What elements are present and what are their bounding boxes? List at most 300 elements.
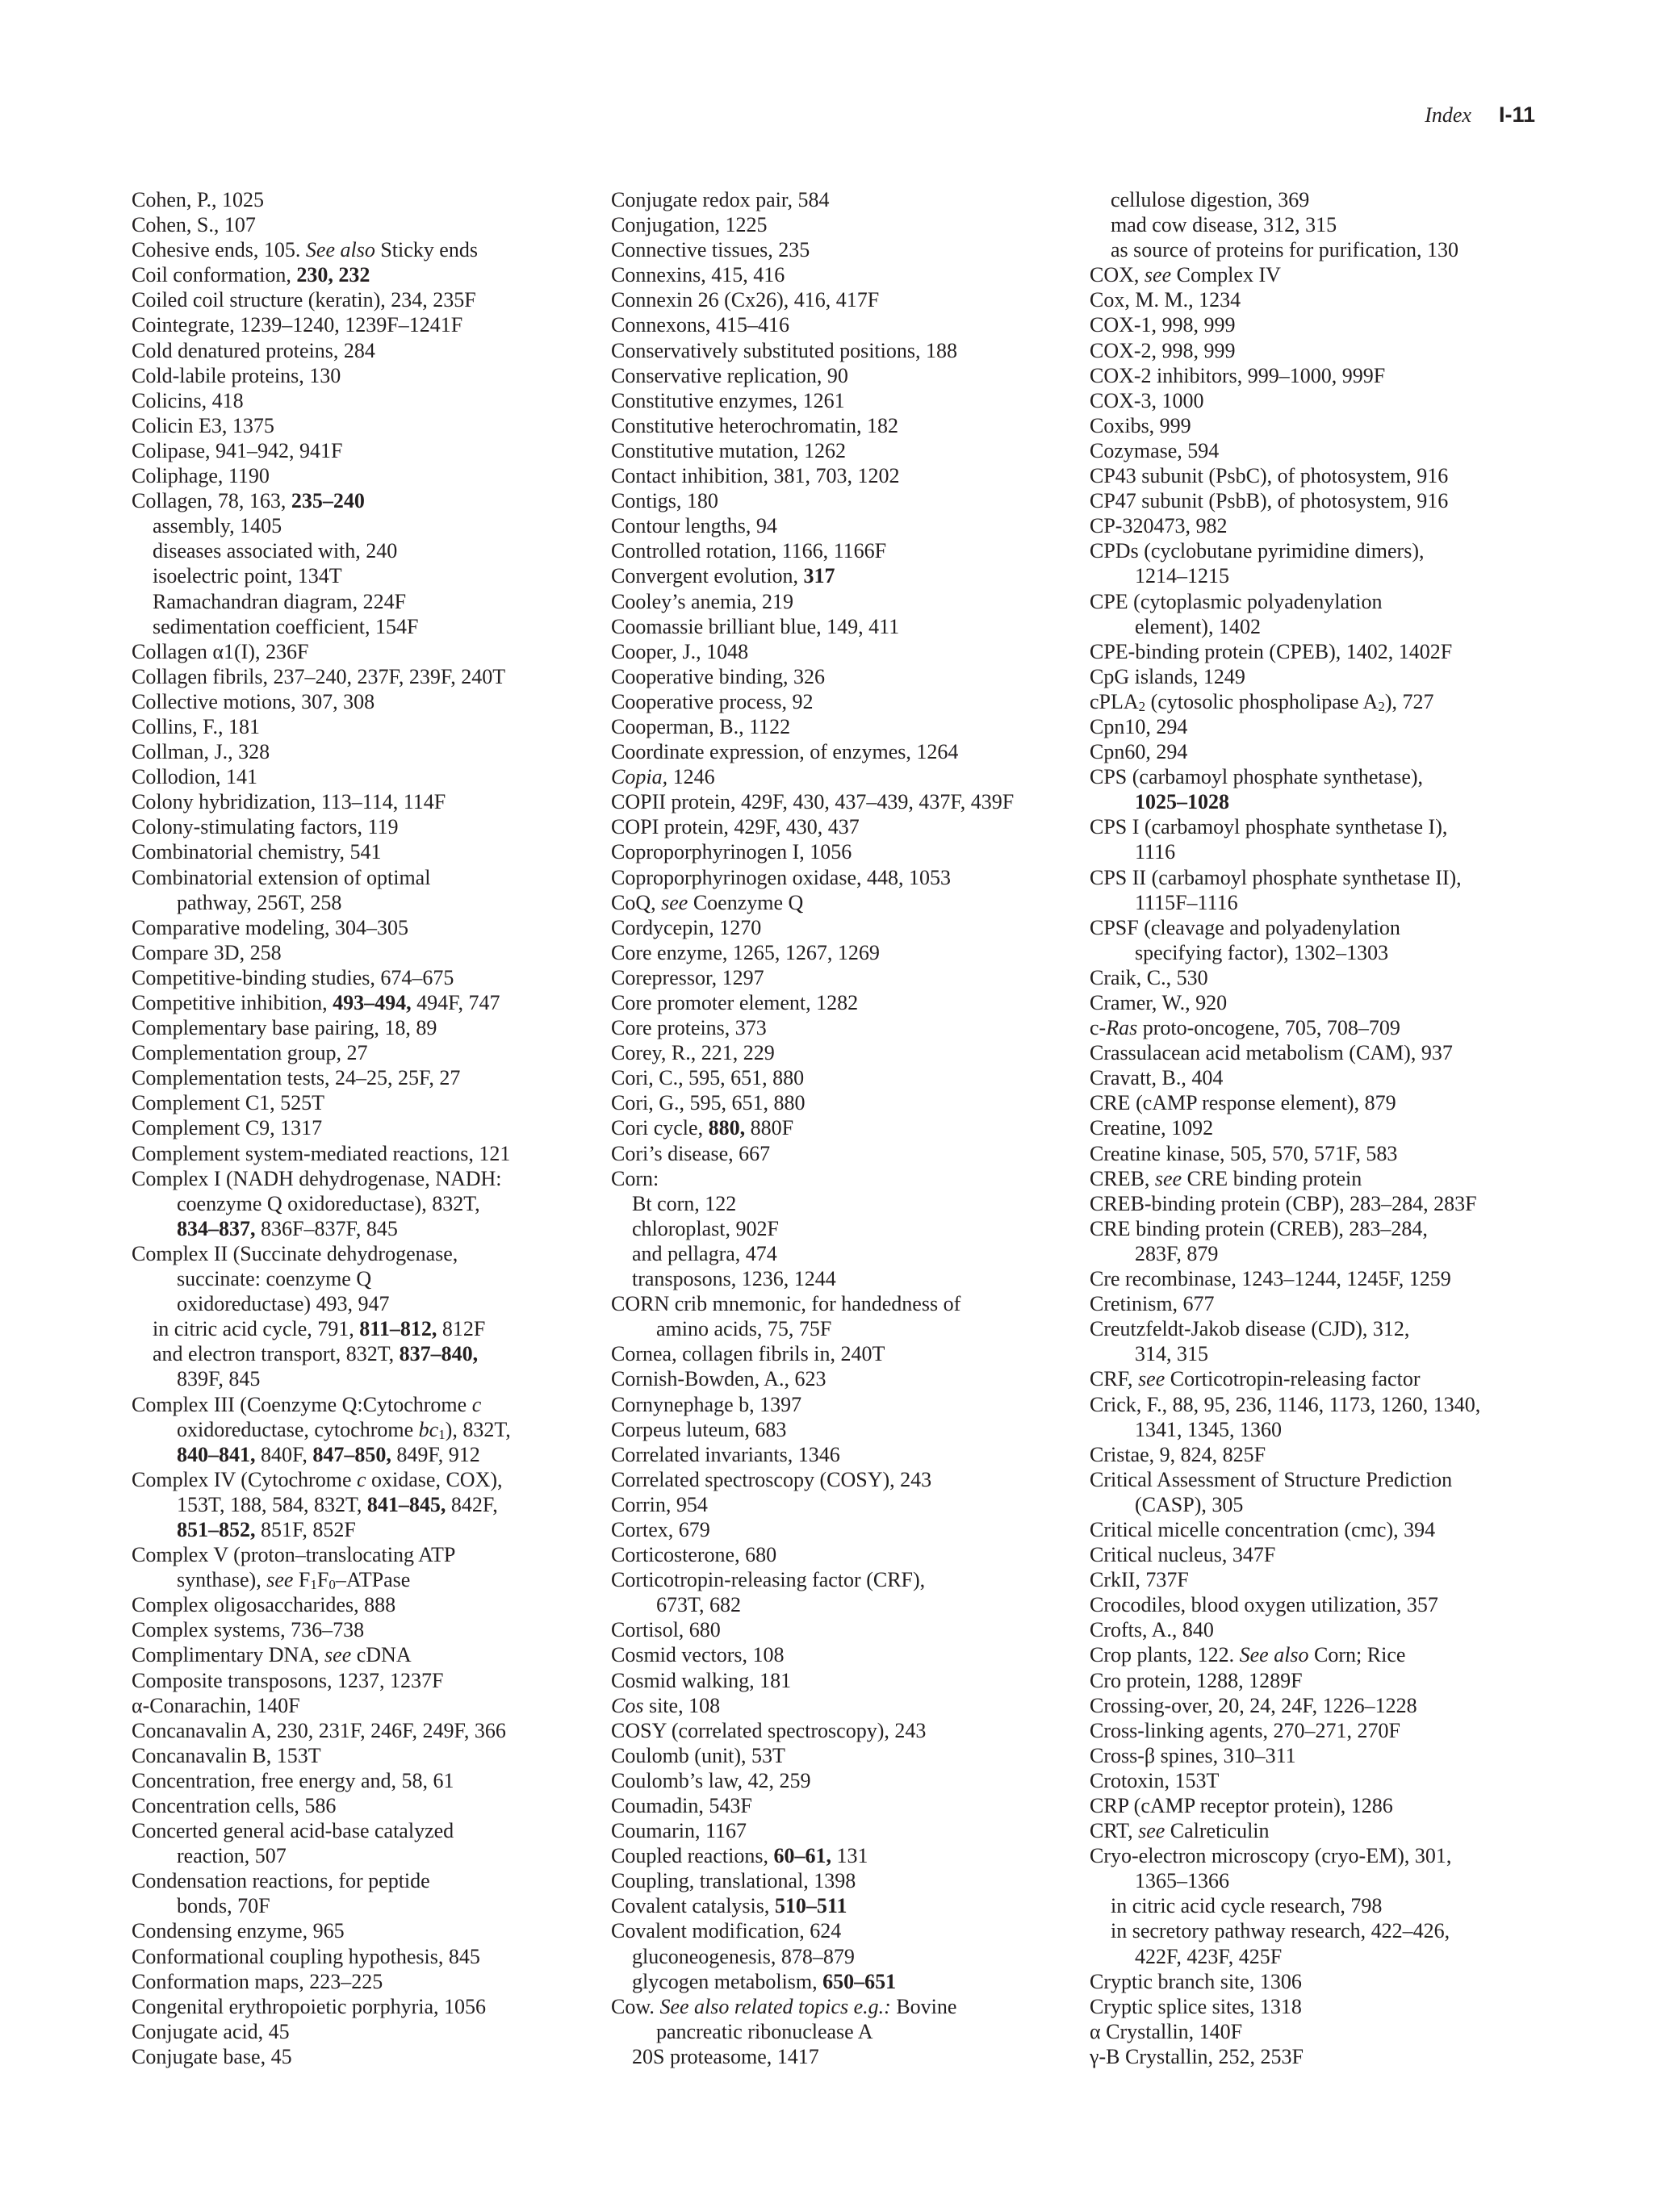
index-entry — [611, 839, 1079, 864]
entry-text: Coumadin, 543F — [611, 1794, 752, 1817]
index-entry — [132, 1015, 600, 1040]
index-entry — [1090, 287, 1574, 312]
entry-text: See also — [305, 238, 375, 262]
entry-text: 851–852, — [177, 1517, 256, 1541]
entry-text: Cow. — [611, 1994, 660, 2018]
entry-text: Colony-stimulating factors, 119 — [132, 815, 399, 839]
index-entry — [611, 212, 1079, 237]
index-continuation — [611, 1316, 1079, 1341]
entry-text: CrkII, 737F — [1090, 1568, 1189, 1592]
entry-text: Complex III (Coenzyme Q:Cytochrome — [132, 1392, 472, 1416]
entry-text: CRT, — [1090, 1819, 1139, 1843]
index-entry — [1090, 1216, 1574, 1241]
entry-text: CPSF (cleavage and polyadenylation — [1090, 915, 1400, 939]
entry-text: assembly, 1405 — [153, 514, 282, 538]
section-title: Index — [1425, 103, 1471, 127]
entry-text: CPS II (carbamoyl phosphate synthetase II), — [1090, 865, 1462, 889]
index-entry — [611, 965, 1079, 990]
entry-text: Complex II (Succinate dehydrogenase, — [132, 1241, 458, 1265]
index-entry — [1090, 338, 1574, 363]
entry-text: 1341, 1345, 1360 — [1135, 1417, 1282, 1441]
entry-text: bc — [418, 1417, 439, 1441]
entry-text: Cold denatured proteins, 284 — [132, 338, 375, 362]
index-entry — [1090, 739, 1574, 764]
index-entry — [132, 1768, 600, 1793]
entry-text: ), 832T, — [445, 1417, 511, 1441]
entry-text: 841–845, — [366, 1492, 446, 1516]
entry-text: Cooper, J., 1048 — [611, 639, 749, 663]
entry-text: Collagen fibrils, 237–240, 237F, 239F, 240T — [132, 664, 506, 688]
entry-text: Cravatt, B., 404 — [1090, 1066, 1224, 1090]
index-entry — [611, 1442, 1079, 1467]
index-entry — [132, 463, 600, 488]
entry-text: 840–841, — [177, 1442, 256, 1466]
index-entry — [611, 1392, 1079, 1417]
index-entry — [611, 1693, 1079, 1718]
index-entry — [132, 1818, 600, 1843]
page-number: I-11 — [1498, 102, 1535, 127]
index-entry — [611, 1366, 1079, 1391]
index-subentry — [132, 513, 600, 538]
index-entry — [611, 1642, 1079, 1667]
entry-text: 494F, 747 — [411, 991, 500, 1014]
index-entry — [132, 664, 600, 689]
entry-text: Cointegrate, 1239–1240, 1239F–1241F — [132, 313, 463, 337]
entry-text: COX-2 inhibitors, 999–1000, 999F — [1090, 363, 1386, 387]
entry-text: Cosmid vectors, 108 — [611, 1643, 785, 1667]
entry-text: 493–494, — [333, 991, 412, 1014]
entry-text: 0 — [329, 1577, 336, 1593]
entry-text: Constitutive heterochromatin, 182 — [611, 413, 898, 437]
index-continuation — [132, 1567, 600, 1592]
entry-text: Core promoter element, 1282 — [611, 991, 859, 1014]
entry-text: 834–837, — [177, 1216, 256, 1240]
index-continuation — [132, 1366, 600, 1391]
entry-text: gluconeogenesis, 878–879 — [632, 1944, 855, 1968]
entry-text: Complement C9, 1317 — [132, 1116, 323, 1140]
index-entry — [1090, 1793, 1574, 1818]
entry-text: Contigs, 180 — [611, 489, 718, 513]
index-entry — [132, 865, 600, 890]
index-subentry — [132, 1341, 600, 1366]
entry-text: Conjugate base, 45 — [132, 2044, 292, 2068]
index-entry — [1090, 513, 1574, 538]
entry-text: Contour lengths, 94 — [611, 514, 777, 538]
entry-text: Coiled coil structure (keratin), 234, 235F — [132, 288, 476, 312]
entry-text: Cristae, 9, 824, 825F — [1090, 1442, 1266, 1466]
entry-text: CRE binding protein — [1182, 1166, 1362, 1190]
entry-text: Condensing enzyme, 965 — [132, 1919, 345, 1943]
index-entry — [132, 965, 600, 990]
entry-text: Concerted general acid-base catalyzed — [132, 1819, 454, 1843]
index-entry — [132, 438, 600, 463]
index-entry — [132, 1668, 600, 1693]
index-entry — [611, 1015, 1079, 1040]
index-entry — [1090, 488, 1574, 513]
entry-text: Cohen, S., 107 — [132, 213, 256, 237]
entry-text: 650–651 — [822, 1969, 897, 1993]
entry-text: Cortex, 679 — [611, 1517, 710, 1541]
entry-text: Critical nucleus, 347F — [1090, 1543, 1276, 1567]
entry-text: Comparative modeling, 304–305 — [132, 915, 409, 939]
index-continuation — [132, 1266, 600, 1291]
index-continuation — [132, 1291, 600, 1316]
entry-text: Corrin, 954 — [611, 1492, 708, 1516]
index-continuation — [132, 1843, 600, 1868]
index-continuation — [132, 1216, 600, 1241]
index-entry — [1090, 1592, 1574, 1617]
entry-text: in citric acid cycle research, 798 — [1111, 1894, 1383, 1918]
entry-text: diseases associated with, 240 — [153, 539, 398, 563]
index-entry — [132, 363, 600, 388]
entry-text: Cortisol, 680 — [611, 1618, 721, 1642]
entry-text: Corticotropin-releasing factor (CRF), — [611, 1568, 926, 1592]
entry-text: CORN crib mnemonic, for handedness of — [611, 1292, 961, 1316]
index-entry — [611, 388, 1079, 413]
index-continuation — [132, 1893, 600, 1918]
index-entry — [1090, 1617, 1574, 1642]
index-entry — [132, 388, 600, 413]
index-entry — [611, 1542, 1079, 1567]
index-entry — [611, 187, 1079, 212]
index-entry — [132, 1090, 600, 1115]
index-entry — [1090, 1843, 1574, 1868]
entry-text: Cooperative process, 92 — [611, 689, 814, 713]
index-entry — [611, 1994, 1079, 2019]
index-subentry — [611, 1241, 1079, 1266]
index-continuation — [132, 1417, 600, 1442]
index-entry — [611, 1090, 1079, 1115]
index-entry — [132, 915, 600, 940]
index-entry — [611, 1668, 1079, 1693]
index-continuation — [1090, 614, 1574, 639]
entry-text: Complex IV — [1171, 263, 1281, 287]
entry-text: Critical micelle concentration (cmc), 394 — [1090, 1517, 1436, 1541]
index-entry — [1090, 1517, 1574, 1542]
index-entry — [132, 689, 600, 714]
entry-text: cPLA — [1090, 689, 1139, 713]
entry-text: Colipase, 941–942, 941F — [132, 438, 343, 462]
index-entry — [1090, 1693, 1574, 1718]
index-continuation — [132, 890, 600, 915]
index-entry — [611, 1743, 1079, 1768]
entry-text: Cos — [611, 1693, 644, 1717]
entry-text: Concentration, free energy and, 58, 61 — [132, 1768, 454, 1792]
index-entry — [132, 338, 600, 363]
entry-text: pathway, 256T, 258 — [177, 890, 342, 914]
entry-text: Conformation maps, 223–225 — [132, 1969, 383, 1993]
entry-text: Conjugate redox pair, 584 — [611, 188, 830, 211]
entry-text: Cori, G., 595, 651, 880 — [611, 1091, 806, 1115]
entry-text: COX, — [1090, 263, 1145, 287]
entry-text: γ-B Crystallin, 252, 253F — [1090, 2044, 1304, 2068]
entry-text: chloroplast, 902F — [632, 1216, 779, 1240]
entry-text: Complex I (NADH dehydrogenase, NADH: — [132, 1166, 502, 1190]
index-entry — [1090, 1392, 1574, 1417]
entry-text: Contact inhibition, 381, 703, 1202 — [611, 464, 900, 488]
entry-text: 2 — [1378, 698, 1385, 714]
entry-text: see — [661, 890, 688, 914]
entry-text: 840F, — [255, 1442, 313, 1466]
entry-text: F — [316, 1568, 329, 1592]
entry-text: 230, 232 — [296, 263, 370, 287]
entry-text: Crotoxin, 153T — [1090, 1768, 1220, 1792]
index-subentry — [132, 538, 600, 563]
entry-text: –ATPase — [335, 1568, 411, 1592]
index-entry — [132, 1718, 600, 1743]
index-continuation — [611, 2019, 1079, 2044]
index-entry — [611, 1141, 1079, 1166]
entry-text: Cornea, collagen fibrils in, 240T — [611, 1342, 885, 1366]
index-entry — [611, 664, 1079, 689]
index-entry — [611, 639, 1079, 664]
index-entry — [611, 789, 1079, 814]
entry-text: Constitutive mutation, 1262 — [611, 438, 847, 462]
entry-text: Cori cycle, — [611, 1116, 709, 1140]
index-entry — [132, 1642, 600, 1667]
index-continuation — [1090, 1492, 1574, 1517]
index-entry — [132, 1065, 600, 1090]
entry-text: 422F, 423F, 425F — [1135, 1944, 1283, 1968]
index-entry — [132, 1918, 600, 1943]
entry-text: Concentration cells, 586 — [132, 1794, 337, 1817]
index-entry — [611, 1868, 1079, 1893]
index-entry — [1090, 1141, 1574, 1166]
index-entry — [611, 513, 1079, 538]
entry-text: Conservative replication, 90 — [611, 363, 848, 387]
entry-text: 1025–1028 — [1135, 790, 1229, 814]
index-subentry — [132, 614, 600, 639]
index-entry — [611, 714, 1079, 739]
index-subentry — [611, 1944, 1079, 1969]
index-entry — [611, 814, 1079, 839]
index-entry — [1090, 664, 1574, 689]
entry-text: Coproporphyrinogen I, 1056 — [611, 840, 852, 864]
entry-text: see — [1144, 263, 1172, 287]
entry-text: Complex V (proton–translocating ATP — [132, 1543, 456, 1567]
entry-text: CoQ, — [611, 890, 662, 914]
index-subentry — [611, 1191, 1079, 1216]
index-entry — [1090, 639, 1574, 664]
entry-text: See also — [1239, 1643, 1309, 1667]
entry-text: CREB-binding protein (CBP), 283–284, 283F — [1090, 1191, 1477, 1215]
entry-text: Ramachandran diagram, 224F — [153, 589, 407, 613]
entry-text: CPE (cytoplasmic polyadenylation — [1090, 589, 1383, 613]
entry-text: in secretory pathway research, 422–426, — [1111, 1919, 1450, 1943]
entry-text: COX-2, 998, 999 — [1090, 338, 1236, 362]
index-entry — [1090, 1090, 1574, 1115]
index-entry — [1090, 865, 1574, 890]
index-continuation — [1090, 1417, 1574, 1442]
entry-text: Cro protein, 1288, 1289F — [1090, 1668, 1303, 1692]
entry-text: Controlled rotation, 1166, 1166F — [611, 539, 887, 563]
index-entry — [132, 1542, 600, 1567]
entry-text: Crop plants, 122. — [1090, 1643, 1240, 1667]
entry-text: Cryptic branch site, 1306 — [1090, 1969, 1302, 1993]
entry-text: Complimentary DNA, — [132, 1643, 325, 1667]
entry-text: Cooperman, B., 1122 — [611, 714, 791, 738]
index-subentry — [1090, 187, 1574, 212]
index-entry — [611, 865, 1079, 890]
entry-text: 235–240 — [291, 489, 365, 513]
index-entry — [1090, 1291, 1574, 1316]
index-entry — [611, 1768, 1079, 1793]
entry-text: CPE-binding protein (CPEB), 1402, 1402F — [1090, 639, 1453, 663]
entry-text: Cordycepin, 1270 — [611, 915, 762, 939]
entry-text: Covalent catalysis, — [611, 1894, 775, 1918]
index-subentry — [611, 1969, 1079, 1994]
entry-text: Creutzfeldt-Jakob disease (CJD), 312, — [1090, 1317, 1410, 1341]
entry-text: Craik, C., 530 — [1090, 965, 1208, 989]
entry-text: Compare 3D, 258 — [132, 940, 282, 964]
entry-text: See also related topics e.g.: — [659, 1994, 891, 2018]
entry-text: 1 — [310, 1577, 317, 1593]
entry-text: 842F, — [446, 1492, 498, 1516]
entry-text: Condensation reactions, for peptide — [132, 1869, 430, 1893]
index-entry — [611, 262, 1079, 287]
index-column-2 — [611, 187, 1079, 2069]
index-entry — [132, 1592, 600, 1617]
index-continuation — [1090, 940, 1574, 965]
entry-text: COX-1, 998, 999 — [1090, 313, 1236, 337]
entry-text: CRE (cAMP response element), 879 — [1090, 1091, 1396, 1115]
index-entry — [132, 312, 600, 337]
entry-text: oxidoreductase, cytochrome — [177, 1417, 419, 1441]
index-entry — [132, 488, 600, 513]
entry-text: α Crystallin, 140F — [1090, 2019, 1243, 2043]
entry-text: cDNA — [351, 1643, 412, 1667]
index-entry — [611, 614, 1079, 639]
entry-text: Complementation tests, 24–25, 25F, 27 — [132, 1066, 461, 1090]
index-continuation — [132, 1492, 600, 1517]
entry-text: Cozymase, 594 — [1090, 438, 1220, 462]
entry-text: Crofts, A., 840 — [1090, 1618, 1214, 1642]
entry-text: 1214–1215 — [1135, 564, 1229, 588]
entry-text: isoelectric point, 134T — [153, 564, 342, 588]
entry-text: c — [471, 1392, 482, 1416]
index-entry — [1090, 2044, 1574, 2069]
entry-text: 2 — [1138, 698, 1146, 714]
entry-text: oxidoreductase) 493, 947 — [177, 1292, 390, 1316]
index-entry — [132, 839, 600, 864]
entry-text: Cramer, W., 920 — [1090, 991, 1228, 1014]
entry-text: proto-oncogene, 705, 708–709 — [1137, 1016, 1400, 1040]
entry-text: element), 1402 — [1135, 614, 1261, 638]
entry-text: Constitutive enzymes, 1261 — [611, 388, 845, 412]
entry-text: 811–812, — [359, 1317, 437, 1341]
entry-text: in citric acid cycle, 791, — [153, 1317, 360, 1341]
index-subentry — [132, 563, 600, 588]
index-entry — [611, 463, 1079, 488]
index-continuation — [611, 1592, 1079, 1617]
index-entry — [132, 2044, 600, 2069]
entry-text: Congenital erythropoietic porphyria, 1056 — [132, 1994, 487, 2018]
index-entry — [611, 563, 1079, 588]
entry-text: Coulomb’s law, 42, 259 — [611, 1768, 811, 1792]
entry-text: see — [1138, 1367, 1165, 1391]
entry-text: Corn: — [611, 1166, 659, 1190]
entry-text: Coumarin, 1167 — [611, 1819, 747, 1843]
entry-text: Ras — [1106, 1016, 1138, 1040]
index-entry — [1090, 1040, 1574, 1065]
entry-text: Collman, J., 328 — [132, 740, 270, 764]
index-continuation — [1090, 789, 1574, 814]
index-entry — [611, 287, 1079, 312]
entry-text: c — [356, 1467, 366, 1491]
entry-text: Sticky ends — [375, 238, 478, 262]
entry-text: 153T, 188, 584, 832T, — [177, 1492, 367, 1516]
entry-text: 836F–837F, 845 — [255, 1216, 398, 1240]
entry-text: 1365–1366 — [1135, 1869, 1229, 1893]
entry-text: CPDs (cyclobutane pyrimidine dimers), — [1090, 539, 1425, 563]
index-entry — [1090, 1467, 1574, 1492]
entry-text: Complementary base pairing, 18, 89 — [132, 1016, 437, 1040]
entry-text: Connexins, 415, 416 — [611, 263, 785, 287]
entry-text: and pellagra, 474 — [632, 1241, 777, 1265]
index-continuation — [1090, 890, 1574, 915]
entry-text: reaction, 507 — [177, 1844, 287, 1868]
index-entry — [1090, 1969, 1574, 1994]
entry-text: Correlated invariants, 1346 — [611, 1442, 840, 1466]
index-entry — [132, 1166, 600, 1191]
entry-text: Collagen α1(I), 236F — [132, 639, 309, 663]
index-entry — [1090, 589, 1574, 614]
index-entry — [132, 814, 600, 839]
index-continuation — [1090, 1868, 1574, 1893]
index-entry — [611, 1040, 1079, 1065]
entry-text: Crassulacean acid metabolism (CAM), 937 — [1090, 1041, 1453, 1065]
entry-text: 847–850, — [312, 1442, 391, 1466]
index-entry — [1090, 1743, 1574, 1768]
index-entry — [1090, 1191, 1574, 1216]
index-continuation — [1090, 1341, 1574, 1366]
entry-text: Crocodiles, blood oxygen utilization, 357 — [1090, 1593, 1438, 1617]
entry-text: Corticotropin-releasing factor — [1165, 1367, 1421, 1391]
entry-text: Core enzyme, 1265, 1267, 1269 — [611, 940, 880, 964]
index-entry — [132, 1467, 600, 1492]
index-entry — [1090, 2019, 1574, 2044]
index-entry — [1090, 388, 1574, 413]
index-entry — [611, 1492, 1079, 1517]
entry-text: 673T, 682 — [656, 1593, 741, 1617]
entry-text: synthase), — [177, 1568, 267, 1592]
entry-text: 317 — [803, 564, 835, 588]
index-entry — [1090, 1818, 1574, 1843]
index-entry — [611, 1617, 1079, 1642]
index-entry — [132, 413, 600, 438]
index-continuation — [132, 1517, 600, 1542]
entry-text: (cytosolic phospholipase A — [1145, 689, 1379, 713]
index-entry — [132, 1743, 600, 1768]
index-entry — [611, 413, 1079, 438]
entry-text: COPI protein, 429F, 430, 437 — [611, 815, 860, 839]
index-entry — [1090, 1718, 1574, 1743]
entry-text: CPS (carbamoyl phosphate synthetase), — [1090, 765, 1424, 789]
entry-text: see — [266, 1568, 294, 1592]
entry-text: Conformational coupling hypothesis, 845 — [132, 1944, 480, 1968]
index-entry — [611, 312, 1079, 337]
index-entry — [1090, 1768, 1574, 1793]
index-entry — [132, 1141, 600, 1166]
entry-text: Coordinate expression, of enzymes, 1264 — [611, 740, 959, 764]
entry-text: amino acids, 75, 75F — [656, 1317, 832, 1341]
entry-text: Coliphage, 1190 — [132, 464, 270, 488]
entry-text: Cori, C., 595, 651, 880 — [611, 1066, 805, 1090]
index-entry — [1090, 915, 1574, 940]
index-entry — [1090, 814, 1574, 839]
entry-text: 1 — [438, 1426, 446, 1442]
index-entry — [1090, 1542, 1574, 1567]
